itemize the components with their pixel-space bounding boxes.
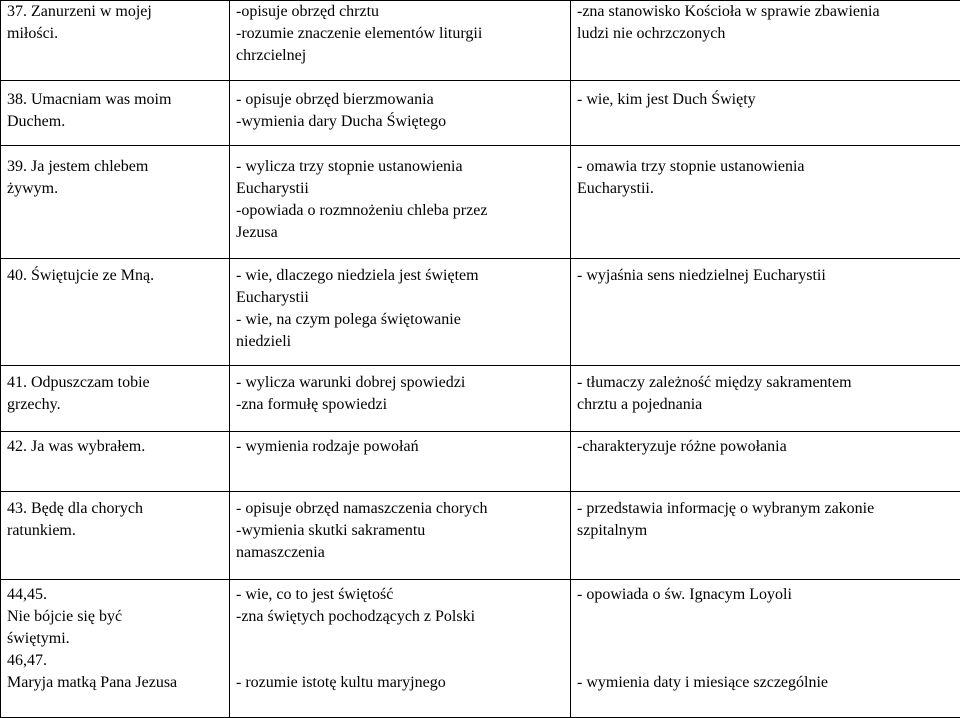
cell-line: 44,45. <box>7 584 223 606</box>
cell-line: - wie, kim jest Duch Święty <box>577 89 954 111</box>
cell-line: -opowiada o rozmnożeniu chleba przez <box>236 200 564 222</box>
knowledge-cell <box>230 146 571 259</box>
cell-line <box>236 650 564 672</box>
table-row <box>1 146 960 259</box>
cell-line: Jezusa <box>236 222 564 244</box>
cell-line: szpitalnym <box>577 520 954 542</box>
topic-cell <box>1 146 230 259</box>
topic-cell <box>1 259 230 366</box>
skills-cell <box>571 1 960 81</box>
cell-line: -charakteryzuje różne powołania <box>577 436 954 458</box>
cell-line: 38. Umacniam was moim <box>7 89 223 111</box>
knowledge-cell <box>230 432 571 492</box>
cell-line: - wymienia rodzaje powołań <box>236 436 564 458</box>
cell-line: grzechy. <box>7 394 223 416</box>
cell-line: - wymienia daty i miesiące szczególnie <box>577 672 954 694</box>
cell-line <box>577 650 954 672</box>
cell-line: świętymi. <box>7 628 223 650</box>
cell-line: - opisuje obrzęd bierzmowania <box>236 89 564 111</box>
topic-cell <box>1 81 230 146</box>
table-row <box>1 366 960 432</box>
cell-line: 46,47. <box>7 650 223 672</box>
cell-line: Maryja matką Pana Jezusa <box>7 672 223 694</box>
table-row <box>1 432 960 492</box>
skills-cell <box>571 81 960 146</box>
cell-line: -zna stanowisko Kościoła w sprawie zbawienia <box>577 1 954 23</box>
knowledge-cell <box>230 580 571 718</box>
cell-line: - wie, co to jest świętość <box>236 584 564 606</box>
cell-line: 43. Będę dla chorych <box>7 498 223 520</box>
table-row <box>1 580 960 718</box>
skills-cell <box>571 432 960 492</box>
cell-line: - opisuje obrzęd namaszczenia chorych <box>236 498 564 520</box>
cell-line: - opowiada o św. Ignacym Loyoli <box>577 584 954 606</box>
cell-line: -wymienia dary Ducha Świętego <box>236 111 564 133</box>
cell-line: -zna świętych pochodzących z Polski <box>236 606 564 628</box>
topic-cell <box>1 1 230 81</box>
cell-line: - rozumie istotę kultu maryjnego <box>236 672 564 694</box>
knowledge-cell <box>230 366 571 432</box>
cell-line: ratunkiem. <box>7 520 223 542</box>
cell-line <box>577 628 954 650</box>
cell-line: -wymienia skutki sakramentu <box>236 520 564 542</box>
knowledge-cell <box>230 259 571 366</box>
cell-line: niedzieli <box>236 331 564 353</box>
cell-line: - tłumaczy zależność między sakramentem <box>577 372 954 394</box>
skills-cell <box>571 580 960 718</box>
cell-line: 42. Ja was wybrałem. <box>7 436 223 458</box>
cell-line: namaszczenia <box>236 542 564 564</box>
cell-line: - wylicza warunki dobrej spowiedzi <box>236 372 564 394</box>
cell-line: -zna formułę spowiedzi <box>236 394 564 416</box>
cell-line <box>236 628 564 650</box>
table-row <box>1 259 960 366</box>
skills-cell <box>571 146 960 259</box>
topic-cell <box>1 492 230 580</box>
topic-cell <box>1 580 230 718</box>
knowledge-cell <box>230 492 571 580</box>
cell-line: -rozumie znaczenie elementów liturgii <box>236 23 564 45</box>
table-row <box>1 1 960 81</box>
cell-line: - wyjaśnia sens niedzielnej Eucharystii <box>577 265 954 287</box>
cell-line: - wylicza trzy stopnie ustanowienia <box>236 156 564 178</box>
cell-line: - wie, dlaczego niedziela jest świętem <box>236 265 564 287</box>
cell-line: ludzi nie ochrzczonych <box>577 23 954 45</box>
cell-line: żywym. <box>7 178 223 200</box>
cell-line: 40. Świętujcie ze Mną. <box>7 265 223 287</box>
cell-line: - przedstawia informację o wybranym zakonie <box>577 498 954 520</box>
skills-cell <box>571 259 960 366</box>
cell-line <box>577 606 954 628</box>
cell-line: Eucharystii. <box>577 178 954 200</box>
topic-cell <box>1 366 230 432</box>
table-row <box>1 81 960 146</box>
cell-line: 39. Ja jestem chlebem <box>7 156 223 178</box>
skills-cell <box>571 492 960 580</box>
cell-line: Nie bójcie się być <box>7 606 223 628</box>
skills-cell <box>571 366 960 432</box>
topic-cell <box>1 432 230 492</box>
cell-line: miłości. <box>7 23 223 45</box>
cell-line: Duchem. <box>7 111 223 133</box>
cell-line: 37. Zanurzeni w mojej <box>7 1 223 23</box>
knowledge-cell <box>230 81 571 146</box>
cell-line: Eucharystii <box>236 178 564 200</box>
cell-line: -opisuje obrzęd chrztu <box>236 1 564 23</box>
cell-line: - omawia trzy stopnie ustanowienia <box>577 156 954 178</box>
cell-line: - wie, na czym polega świętowanie <box>236 309 564 331</box>
cell-line: 41. Odpuszczam tobie <box>7 372 223 394</box>
cell-line: chrztu a pojednania <box>577 394 954 416</box>
cell-line: chrzcielnej <box>236 45 564 67</box>
cell-line: Eucharystii <box>236 287 564 309</box>
table-row <box>1 492 960 580</box>
knowledge-cell <box>230 1 571 81</box>
